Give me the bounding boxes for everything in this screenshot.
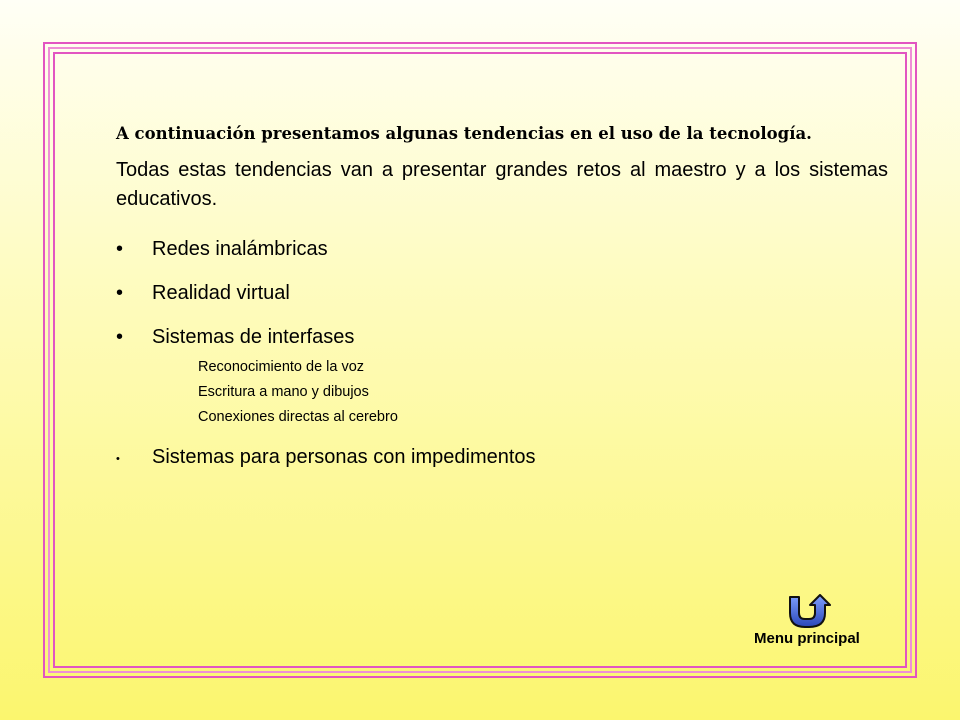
trends-list (116, 237, 888, 469)
list-item (116, 281, 888, 305)
bullet-icon: • (116, 453, 120, 465)
bullet-icon: • (116, 326, 124, 348)
sub-list-item: Escritura a mano y dibujos (198, 384, 369, 400)
list-item-label: Realidad virtual (152, 282, 290, 304)
menu-principal-link[interactable] (750, 594, 890, 654)
u-turn-return-arrow-icon[interactable] (786, 594, 834, 628)
interfaces-sublist (152, 353, 888, 428)
list-item (116, 237, 888, 261)
slide-content (116, 120, 888, 469)
bullet-icon: • (116, 238, 124, 260)
bullet-icon: • (116, 282, 124, 304)
list-item (116, 445, 888, 469)
list-item-label: Sistemas de interfases (152, 326, 355, 348)
list-item (116, 325, 888, 428)
lead-paragraph: Todas estas tendencias van a presentar grandes retos al maestro y a los sistemas educativos. (116, 159, 888, 210)
menu-principal-label[interactable]: Menu principal (754, 630, 860, 647)
list-item-label: Redes inalámbricas (152, 238, 328, 260)
list-item-label: Sistemas para personas con impedimentos (152, 446, 536, 468)
sub-list-item: Conexiones directas al cerebro (198, 409, 398, 425)
sub-list-item: Reconocimiento de la voz (198, 359, 365, 375)
intro-heading: A continuación presentamos algunas tendencias en el uso de la tecnología. (116, 124, 812, 143)
